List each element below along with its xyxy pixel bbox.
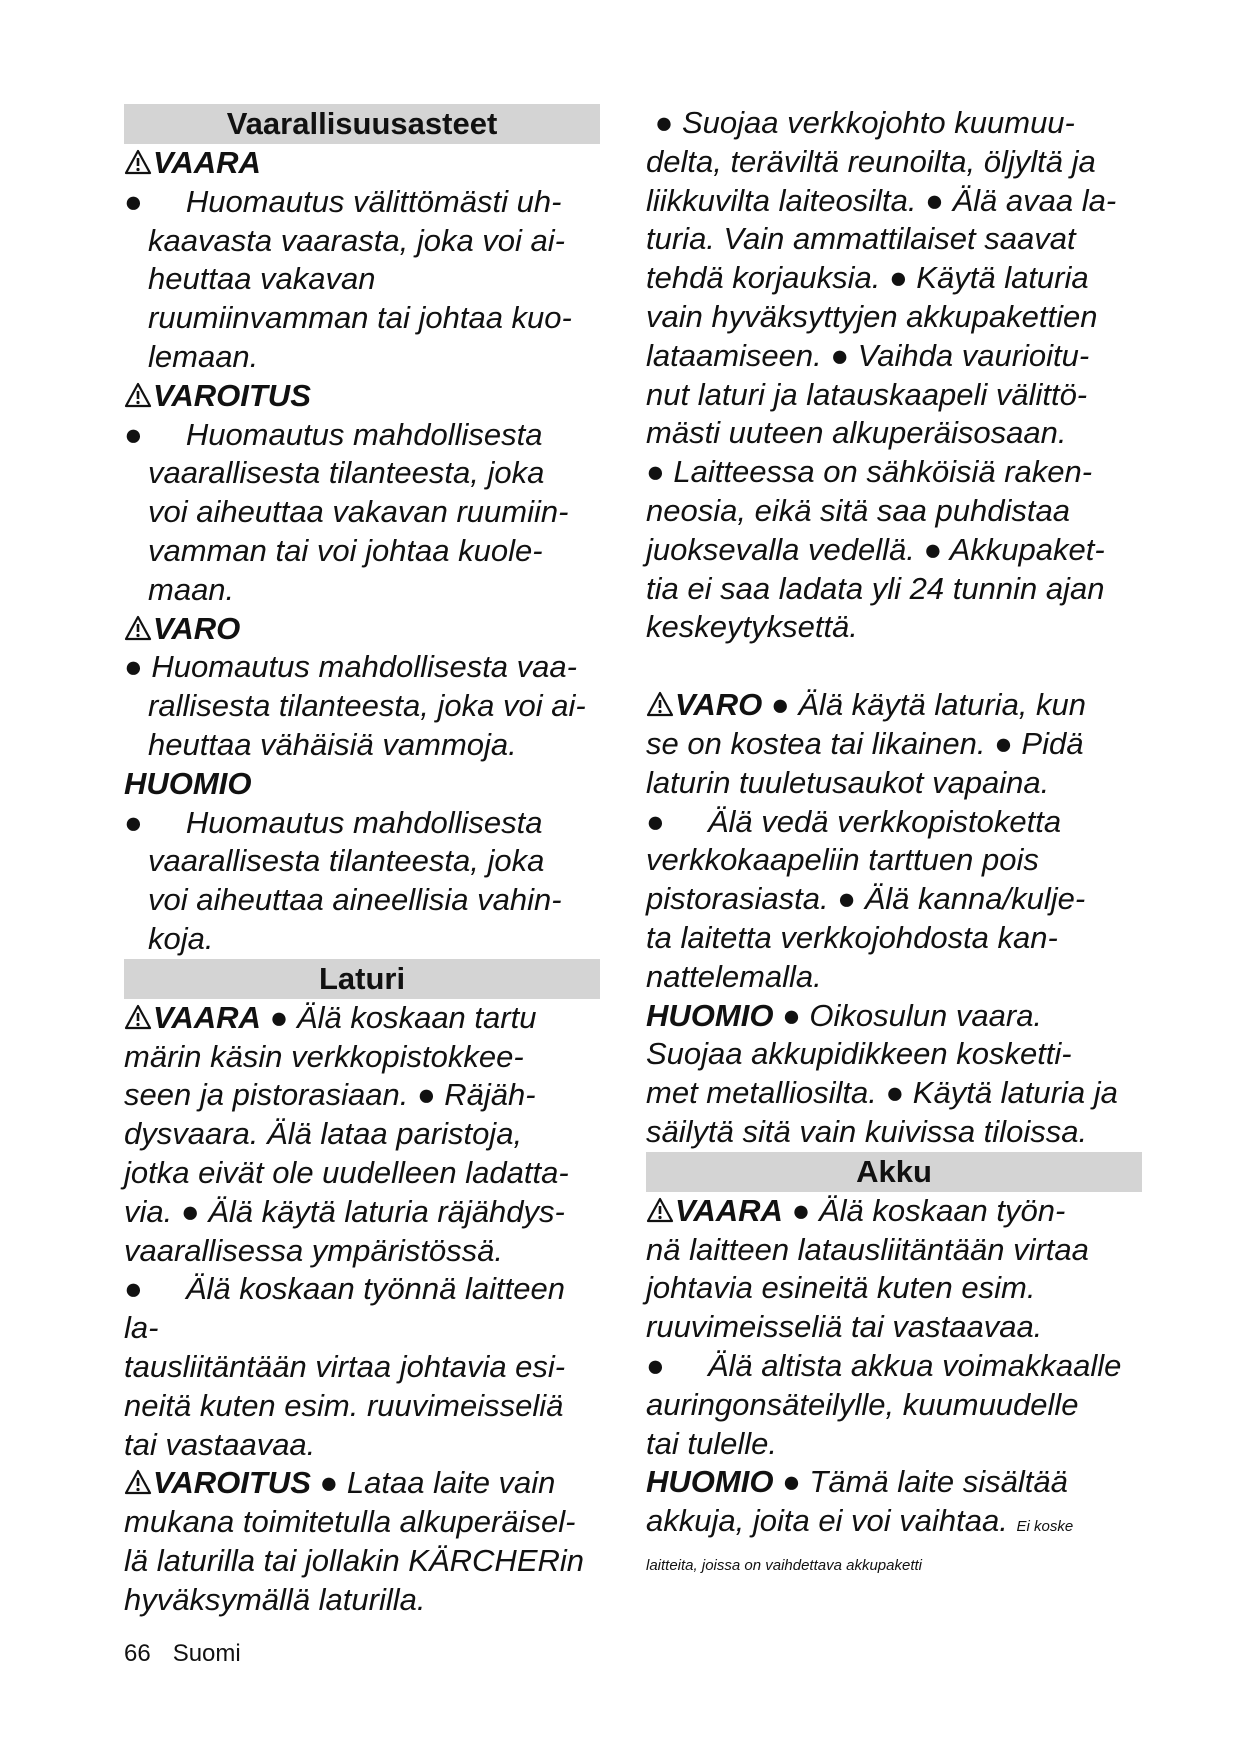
text-line: delta, teräviltä reunoilta, öljyltä ja xyxy=(646,143,1096,179)
bullet: ● xyxy=(124,1271,143,1307)
huomio-bullet-first: ● Huomautus mahdollisesta xyxy=(124,804,543,840)
warning-triangle-icon xyxy=(124,1003,152,1031)
text-line: rallisesta tilanteesta, joka voi ai- xyxy=(148,688,586,724)
text-line: ruumiinvamman tai johtaa kuo- xyxy=(148,300,572,336)
left-column xyxy=(124,104,600,1619)
text-line: se on kostea tai likainen. ● Pidä xyxy=(646,725,1084,761)
text-line: neitä kuten esim. ruuvimeisseliä xyxy=(124,1387,564,1423)
bullet: ● xyxy=(646,454,665,490)
vaara-label-line xyxy=(124,144,600,183)
section-heading-laturi: Laturi xyxy=(124,959,600,999)
bullet: ● xyxy=(782,1464,801,1500)
text-line: nut laturi ja latauskaapeli välittö- xyxy=(646,376,1088,412)
akku-huomio-line-2: akkuja, joita ei voi vaihtaa. Ei koske xyxy=(646,1503,1074,1539)
label-varoitus: VAROITUS xyxy=(153,1465,311,1501)
warning-triangle-icon xyxy=(124,1468,152,1496)
label-varo: VARO xyxy=(675,687,763,723)
text-line: vaarallisesta tilanteesta, joka xyxy=(148,455,545,491)
right-para-2-first: ● Laitteessa on sähköisiä raken- xyxy=(646,454,1093,490)
bullet: ● xyxy=(124,183,143,219)
warning-triangle-icon xyxy=(646,1196,674,1224)
akku-vaara-line: VAARA ● Älä koskaan työn- xyxy=(646,1192,1142,1231)
text-line: lemaan. xyxy=(148,338,259,374)
text-line: vaarallisesta tilanteesta, joka xyxy=(148,843,545,879)
vaara-bullet-first: ● Huomautus välittömästi uh- xyxy=(124,183,562,219)
small-note-line: laitteita, joissa on vaihdettava akkupaketti xyxy=(646,1556,922,1574)
small-note: Ei koske xyxy=(1016,1518,1074,1536)
text-line: vain hyväksyttyjen akkupakettien xyxy=(646,298,1098,334)
text-line: liikkuvilta laiteosilta. ● Älä avaa la- xyxy=(646,182,1117,218)
right-varo-bullet-2: ● Älä vedä verkkopistoketta xyxy=(646,803,1062,839)
akku-bullet-2: ● Älä altista akkua voimakkaalle xyxy=(646,1347,1122,1383)
text-line: nattelemalla. xyxy=(646,958,822,994)
text-line: tai tulelle. xyxy=(646,1425,777,1461)
bullet: ● xyxy=(269,999,289,1035)
text-line: nä laitteen latausliitäntään virtaa xyxy=(646,1231,1089,1267)
text-line: laturin tuuletusaukot vapaina. xyxy=(646,764,1050,800)
right-para-1-first: ● Suojaa verkkojohto kuumuu- xyxy=(654,105,1075,140)
text-line: tia ei saa ladata yli 24 tunnin ajan xyxy=(646,570,1105,606)
text-line: lä laturilla tai jollakin KÄRCHERin xyxy=(124,1542,585,1578)
text-line: tausliitäntään virtaa johtavia esi- xyxy=(124,1348,566,1384)
label-huomio: HUOMIO xyxy=(646,1464,774,1500)
text-line: Suojaa akkupidikkeen kosketti- xyxy=(646,1036,1072,1072)
label-huomio: HUOMIO xyxy=(124,765,252,801)
text-line: maan. xyxy=(148,571,235,607)
akku-huomio-line: HUOMIO ● Tämä laite sisältää xyxy=(646,1464,1068,1500)
text-line: seen ja pistorasiaan. ● Räjäh- xyxy=(124,1077,536,1113)
text-line: keskeytyksettä. xyxy=(646,609,858,645)
text-line: via. ● Älä käytä laturia räjähdys- xyxy=(124,1193,565,1229)
varo-label-line xyxy=(124,610,600,649)
spacer xyxy=(646,647,1142,686)
right-column xyxy=(646,104,1142,1586)
text-line: märin käsin verkkopistokkee- xyxy=(124,1038,524,1074)
bullet: ● xyxy=(646,1347,665,1383)
label-vaara: VAARA xyxy=(675,1192,783,1228)
text-line: juoksevalla vedellä. ● Akkupaket- xyxy=(646,531,1105,567)
text-line: verkkokaapeliin tarttuen pois xyxy=(646,842,1039,878)
warning-triangle-icon xyxy=(124,381,152,409)
text-line: voi aiheuttaa vakavan ruumiin- xyxy=(148,494,569,530)
page-number: 66 xyxy=(124,1640,151,1667)
varoitus-label-line xyxy=(124,377,600,416)
text-line: tai vastaavaa. xyxy=(124,1426,316,1462)
text-line: säilytä sitä vain kuivissa tiloissa. xyxy=(646,1113,1088,1149)
text-line: lataamiseen. ● Vaihda vaurioitu- xyxy=(646,337,1090,373)
huomio-label-line xyxy=(124,765,600,804)
text-line: kaavasta vaarasta, joka voi ai- xyxy=(148,222,565,258)
bullet: ● xyxy=(124,804,143,840)
text-line: met metalliosilta. ● Käytä laturia ja xyxy=(646,1075,1118,1111)
text-line: mästi uuteen alkuperäisosaan. xyxy=(646,415,1067,451)
varoitus-bullet-first: ● Huomautus mahdollisesta xyxy=(124,416,543,452)
section-heading-vaarallisuusasteet: Vaarallisuusasteet xyxy=(124,104,600,144)
warning-triangle-icon xyxy=(124,614,152,642)
text-line: ruuvimeisseliä tai vastaavaa. xyxy=(646,1309,1043,1345)
section-heading-akku: Akku xyxy=(646,1152,1142,1192)
text-line: pistorasiasta. ● Älä kanna/kulje- xyxy=(646,881,1086,917)
bullet: ● xyxy=(124,649,143,685)
label-huomio: HUOMIO xyxy=(646,997,774,1033)
varo-bullet-first: ● Huomautus mahdollisesta vaa- xyxy=(124,649,577,685)
warning-triangle-icon xyxy=(646,690,674,718)
text-line: vaarallisessa ympäristössä. xyxy=(124,1232,504,1268)
laturi-vaara-bullet-2: ● Älä koskaan työnnä laitteen la- xyxy=(124,1271,565,1346)
text-line: johtavia esineitä kuten esim. xyxy=(646,1270,1036,1306)
text-line: turia. Vain ammattilaiset saavat xyxy=(646,221,1076,257)
label-vaara: VAARA xyxy=(153,999,261,1035)
page-footer xyxy=(124,1640,241,1668)
label-varo: VARO xyxy=(153,610,241,646)
text-line: neosia, eikä sitä saa puhdistaa xyxy=(646,492,1070,528)
bullet: ● xyxy=(782,997,801,1033)
bullet: ● xyxy=(791,1192,811,1228)
text-line: auringonsäteilylle, kuumuudelle xyxy=(646,1386,1079,1422)
text-line: heuttaa vähäisiä vammoja. xyxy=(148,726,517,762)
right-huomio-line: HUOMIO ● Oikosulun vaara. xyxy=(646,997,1043,1033)
text-line: voi aiheuttaa aineellisia vahin- xyxy=(148,882,562,918)
text-line: vamman tai voi johtaa kuole- xyxy=(148,532,543,568)
footer-language: Suomi xyxy=(172,1640,241,1667)
text-line: mukana toimitetulla alkuperäisel- xyxy=(124,1504,576,1540)
text-line: jotka eivät ole uudelleen ladatta- xyxy=(124,1154,569,1190)
label-vaara: VAARA xyxy=(153,145,261,180)
laturi-varoitus-line: VAROITUS ● Lataa laite vain xyxy=(124,1464,600,1503)
bullet: ● xyxy=(646,803,665,839)
right-varo-line: VARO ● Älä käytä laturia, kun xyxy=(646,686,1142,725)
text-line: koja. xyxy=(148,920,214,956)
text-line: heuttaa vakavan xyxy=(148,261,376,297)
bullet: ● xyxy=(124,416,143,452)
text-line: dysvaara. Älä lataa paristoja, xyxy=(124,1116,523,1152)
bullet: ● xyxy=(770,687,790,723)
label-varoitus: VAROITUS xyxy=(153,377,311,413)
laturi-vaara-line: VAARA ● Älä koskaan tartu xyxy=(124,999,600,1038)
text-line: tehdä korjauksia. ● Käytä laturia xyxy=(646,260,1089,296)
bullet: ● xyxy=(654,105,674,140)
warning-triangle-icon xyxy=(124,148,152,176)
bullet: ● xyxy=(319,1465,339,1501)
text-line: ta laitetta verkkojohdosta kan- xyxy=(646,919,1058,955)
text-line: hyväksymällä laturilla. xyxy=(124,1581,426,1617)
